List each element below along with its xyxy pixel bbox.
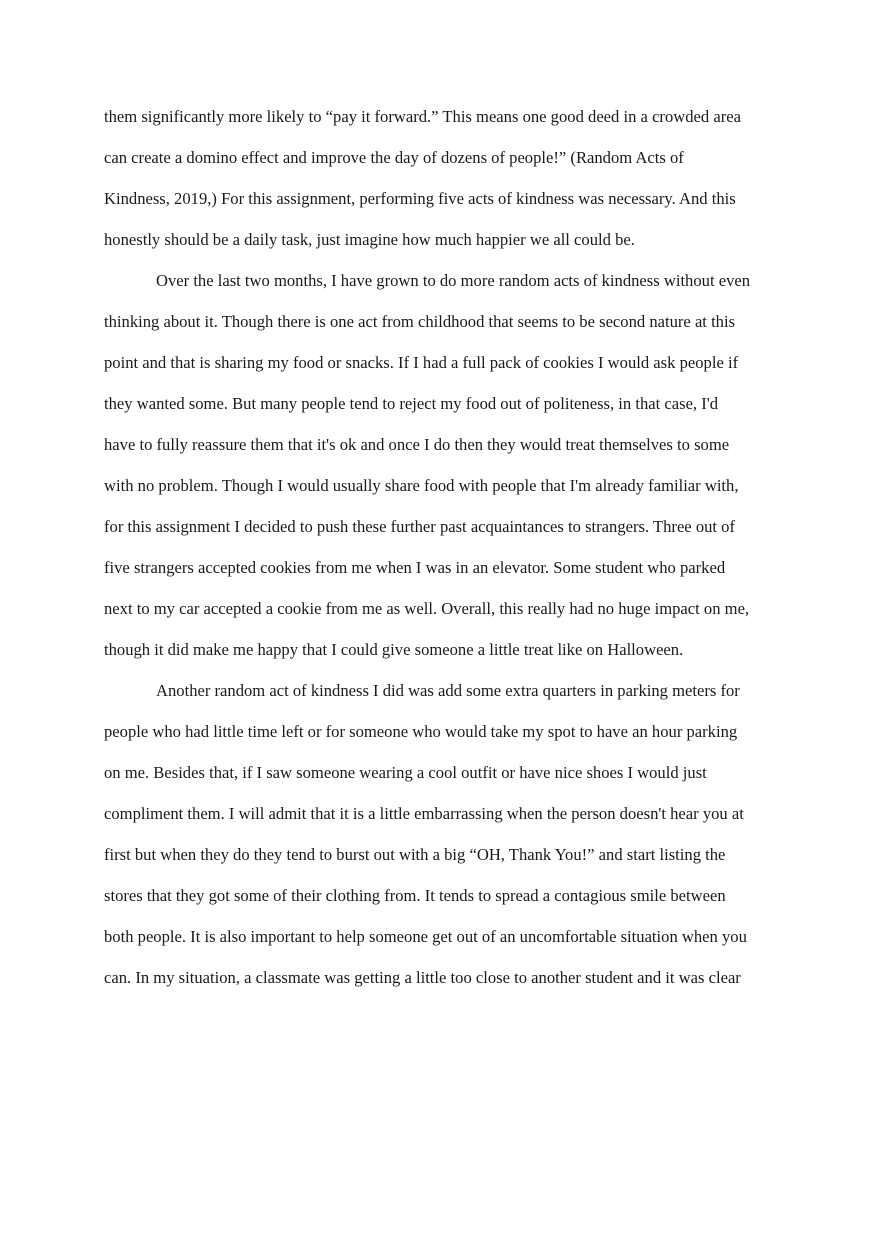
- paragraph-2-line-10: though it did make me happy that I could give someone a little treat like on Halloween.: [104, 640, 684, 659]
- paragraph-3-line-5: first but when they do they tend to burst out with a big “OH, Thank You!” and start listing the: [104, 845, 726, 864]
- paragraph-2-line-2: thinking about it. Though there is one act from childhood that seems to be second nature at this: [104, 312, 736, 331]
- paragraph-2-line-9: next to my car accepted a cookie from me as well. Overall, this really had no huge impact on me,: [104, 599, 750, 618]
- paragraph-1-line-2: can create a domino effect and improve the day of dozens of people!” (Random Acts of: [104, 148, 684, 167]
- paragraph-2-line-8: five strangers accepted cookies from me when I was in an elevator. Some student who parked: [104, 558, 726, 577]
- paragraph-1-line-1: them significantly more likely to “pay it forward.” This means one good deed in a crowded area: [104, 107, 741, 126]
- paragraph-3-line-2: people who had little time left or for someone who would take my spot to have an hour parking: [104, 722, 738, 741]
- paragraph-2-line-7: for this assignment I decided to push these further past acquaintances to strangers. Three out of: [104, 517, 735, 536]
- paragraph-2-line-6: with no problem. Though I would usually share food with people that I'm already familiar with,: [104, 476, 739, 495]
- paragraph-3-line-7: both people. It is also important to help someone get out of an uncomfortable situation when you: [104, 927, 747, 946]
- document-body: [104, 96, 784, 998]
- paragraph-2-line-1: Over the last two months, I have grown to do more random acts of kindness without even: [156, 271, 751, 290]
- paragraph-3-line-4: compliment them. I will admit that it is a little embarrassing when the person doesn't hear you at: [104, 804, 744, 823]
- paragraph-2-line-3: point and that is sharing my food or snacks. If I had a full pack of cookies I would ask people if: [104, 353, 739, 372]
- paragraph-1-line-4: honestly should be a daily task, just imagine how much happier we all could be.: [104, 230, 635, 249]
- paragraph-2-line-4: they wanted some. But many people tend to reject my food out of politeness, in that case, I'd: [104, 394, 719, 413]
- paragraph-1-line-3: Kindness, 2019,) For this assignment, performing five acts of kindness was necessary. And this: [104, 189, 736, 208]
- paragraph-3-line-3: on me. Besides that, if I saw someone wearing a cool outfit or have nice shoes I would just: [104, 763, 707, 782]
- paragraph-3-line-1: Another random act of kindness I did was add some extra quarters in parking meters for: [156, 681, 740, 700]
- paragraph-3-line-6: stores that they got some of their clothing from. It tends to spread a contagious smile between: [104, 886, 726, 905]
- paragraph-2-line-5: have to fully reassure them that it's ok and once I do then they would treat themselves to some: [104, 435, 730, 454]
- paragraph-3-line-8: can. In my situation, a classmate was getting a little too close to another student and it was clear: [104, 968, 741, 987]
